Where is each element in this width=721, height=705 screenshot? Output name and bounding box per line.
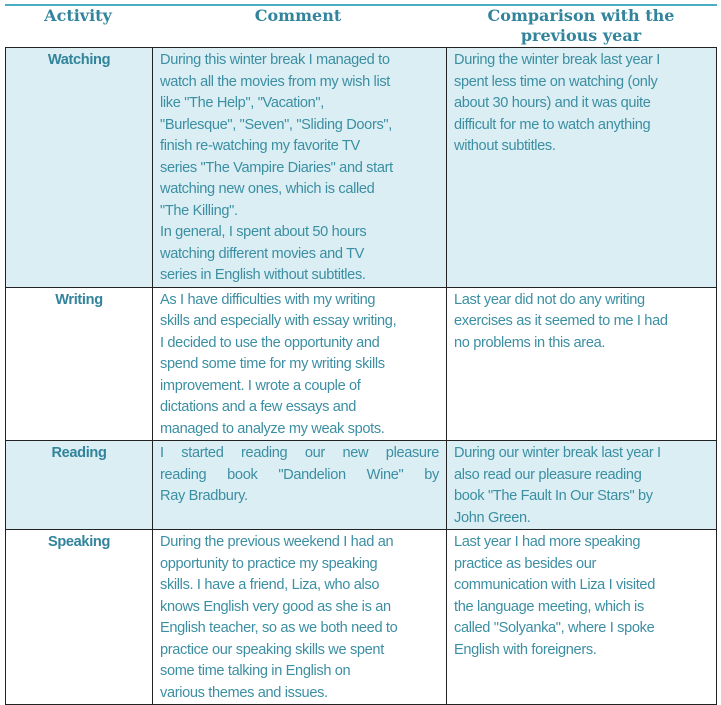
text-line: Ray Bradbury. [160, 488, 248, 504]
text-line: During this winter break I managed to [160, 52, 390, 68]
text-line: I started reading our new pleasure [160, 445, 439, 461]
comparison-cell[interactable] [447, 287, 717, 441]
text-line: without subtitles. [454, 138, 556, 154]
text-line: watching new ones, which is called [160, 181, 375, 197]
comparison-cell[interactable] [447, 530, 717, 705]
text-line: spend some time for my writing skills [160, 356, 385, 372]
header-comparison-line1: Comparison with the [487, 6, 675, 25]
text-line: book "The Fault In Our Stars" by [454, 488, 653, 504]
text-line: series in English without subtitles. [160, 267, 366, 283]
comment-cell[interactable] [153, 441, 447, 530]
text-line: English teacher, so as we both need to [160, 620, 398, 636]
comparison-cell[interactable] [447, 441, 717, 530]
text-line: managed to analyze my weak spots. [160, 420, 385, 437]
activity-cell: Watching [6, 48, 153, 288]
text-line: Last year I had more speaking [454, 534, 641, 550]
text-line: the language meeting, which is [454, 598, 644, 615]
text-line: some time talking in English on [160, 663, 351, 679]
text-line: also read our pleasure reading [454, 466, 642, 483]
activity-cell: Speaking [6, 530, 153, 705]
text-line: finish re-watching my favorite TV [160, 138, 360, 154]
text-line: communication with Liza I visited [454, 577, 655, 593]
text-line: practice as besides our [454, 555, 597, 572]
table-row [6, 48, 717, 288]
header-activity: Activity [44, 6, 112, 25]
comment-cell[interactable] [153, 287, 447, 441]
table-row [6, 287, 717, 441]
comment-cell[interactable] [153, 48, 447, 288]
text-line: spent less time on watching (only [454, 73, 658, 90]
text-line: dictations and a few essays and [160, 399, 357, 415]
text-line: series "The Vampire Diaries" and start [160, 159, 393, 176]
activity-cell: Reading [6, 441, 153, 530]
text-line: various themes and issues. [160, 684, 328, 701]
header-comment: Comment [254, 6, 342, 25]
header-comparison [445, 6, 717, 46]
activity-cell: Writing [6, 287, 153, 441]
text-line: knows English very good as she is an [160, 598, 391, 615]
comparison-cell[interactable] [447, 48, 717, 288]
text-line: skills. I have a friend, Liza, who also [160, 577, 380, 593]
header-comparison-line2: previous year [520, 26, 642, 45]
text-line: John Green. [454, 509, 531, 526]
activity-table [5, 47, 717, 705]
text-line: Last year did not do any writing [454, 291, 645, 308]
text-line: practice our speaking skills we spent [160, 641, 384, 658]
text-line: improvement. I wrote a couple of [160, 377, 361, 394]
text-line: "The Killing". [160, 202, 238, 219]
table-row [6, 441, 717, 530]
text-line: called "Solyanka", where I spoke [454, 620, 655, 636]
text-line: like "The Help", "Vacation", [160, 95, 324, 111]
text-line: English with foreigners. [454, 641, 597, 658]
text-line: skills and especially with essay writing, [160, 313, 397, 329]
text-line: During the previous weekend I had an [160, 534, 394, 550]
text-line: During the winter break last year I [454, 52, 660, 68]
text-line: As I have difficulties with my writing [160, 291, 376, 308]
table-row [6, 530, 717, 705]
comment-cell[interactable] [153, 530, 447, 705]
text-line: no problems in this area. [454, 334, 606, 351]
text-line: difficult for me to watch anything [454, 116, 651, 133]
text-line: "Burlesque", "Seven", "Sliding Doors", [160, 116, 392, 133]
text-line: opportunity to practice my speaking [160, 555, 378, 572]
text-line: During our winter break last year I [454, 445, 661, 461]
text-line: In general, I spent about 50 hours [160, 224, 367, 240]
text-line: watch all the movies from my wish list [160, 73, 390, 90]
text-line: watching different movies and TV [160, 245, 365, 262]
text-line: exercises as it seemed to me I had [454, 313, 668, 329]
text-line: I decided to use the opportunity and [160, 334, 380, 351]
text-line: reading book "Dandelion Wine" by [160, 466, 439, 483]
text-line: about 30 hours) and it was quite [454, 95, 651, 111]
